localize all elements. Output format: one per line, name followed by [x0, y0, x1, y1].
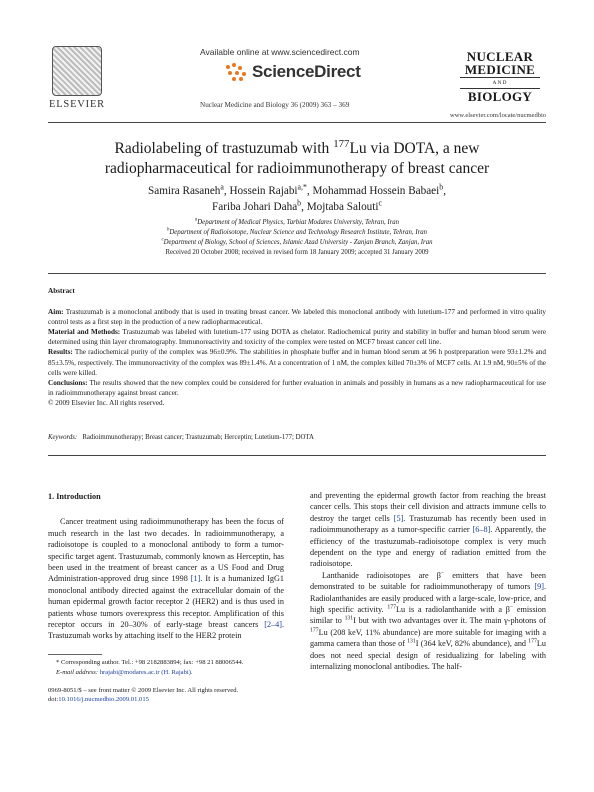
- publisher-name: ELSEVIER: [49, 99, 105, 110]
- citation-link[interactable]: [9]: [534, 582, 544, 592]
- section-title-introduction: 1. Introduction: [48, 492, 101, 501]
- author: Fariba Johari Daha: [212, 201, 298, 213]
- author: Samira Rasaneh: [148, 185, 221, 197]
- author: Mojtaba Salouti: [306, 201, 379, 213]
- elsevier-tree-icon: [52, 46, 102, 96]
- affiliation: $^a$Department of Medical Physics, Tarbiat Modares University, Tehran, Iran: [194, 217, 400, 226]
- journal-logo-divider: [460, 77, 540, 78]
- abstract-bottom-divider: [48, 455, 546, 456]
- keywords: [48, 434, 546, 441]
- sciencedirect-dots-icon: [224, 63, 248, 81]
- journal-header: [48, 44, 546, 132]
- left-column: [48, 491, 284, 642]
- header-divider: [48, 122, 546, 123]
- abstract-results: Results: The radiochemical purity of the complex was 96±0.9%. The stabilities in phosphate buffer and in human blood serum at 96 h postpreparation were 93±1.2% and 85±3.5%, respectively. The immunoreactivity of the complex was 89±1.4%. At a concentration of 1 nM, the complex killed 70±3% of MCF7 cells. At 1.9 nM, 90±5% of the cells were killed.: [48, 348, 546, 377]
- author: Mohammad Hossein Babaei: [312, 185, 440, 197]
- abstract: [48, 286, 546, 408]
- citation-link[interactable]: [6–8]: [472, 525, 491, 535]
- journal-logo-line2: MEDICINE: [464, 62, 536, 77]
- affiliation: $^c$Department of Biology, School of Sciences, Islamic Azad University - Zanjan Branch, Zanjan, Iran: [161, 237, 433, 246]
- abstract-conclusions: Conclusions: The results showed that the new complex could be considered for further evaluation in animals and possibly in humans as a new radiopharmaceutical for use in radioimmunotherapy against breast cancer.: [48, 378, 546, 397]
- affiliations: [48, 218, 546, 248]
- received-dates: Received 20 October 2008; received in revised form 18 January 2009; accepted 31 January 2009: [165, 249, 429, 256]
- affiliation: $^b$Department of Radioisotope, Nuclear Science and Technology Research Institute, Tehran, Iran: [166, 227, 428, 236]
- corresponding-author-note: * Corresponding author. Tel.: +98 2182883894; fax: +98 21 88006544. E-mail address: hrajabi@modares.ac.ir (H. Rajabi).: [56, 659, 244, 676]
- journal-logo-line3: BIOLOGY: [467, 89, 533, 104]
- intro-paragraph: Cancer treatment using radioimmunotherapy has been the focus of much research in the last two decades. In radioimmunotherapy, a radioisotope is coupled to a monoclonal antibody to form a tumor-specific target agent. Trastuzumab, commonly known as Herceptin, has been used in the treatment of breast cancer as a US Food and Drug Administration-approved drug since 1998 [1]. It is a humanized IgG1 monoclonal antibody directed against the extracellular domain of the human epidermal growth factor receptor 2 (HER2) and is thus used in patients whose tumors overexpress this receptor. Amplification of this receptor occurs in 20–30% of early-stage breast cancers [2–4]. Trastuzumab works by attaching itself to the HER2 protein: [48, 517, 284, 641]
- keywords-list: Radioimmunotherapy; Breast cancer; Trastuzumab; Herceptin; Lutetium-177; DOTA: [82, 434, 314, 441]
- journal-logo-line1: NUCLEAR: [466, 49, 534, 64]
- journal-logo: [456, 50, 544, 103]
- abstract-methods: Material and Methods: Trastuzumab was labeled with lutetium-177 using DOTA as chelator. Radiochemical purity and stability in buffer and human blood serum were determined using thin layer chromatography. Immunoreactivity and toxicity of the complex were tested on MCF7 breast cancer cell line.: [48, 328, 547, 347]
- lanthanide-paragraph: Lanthanide radioisotopes are β− emitters that have been demonstrated to be suitable for radioimmunotherapy of tumors [9]. Radiolanthanides are easily produced with a large-scale, low-price, and high specific activity. $^{177}$Lu is a radiolanthanide with a β− emission similar to $^{131}$I but with two advantages over it. The main γ-photons of $^{177}$Lu (208 keV, 11% abundance) are more suitable for imaging with a gamma camera than those of $^{131}$I (364 keV, 82% abundance), and $^{177}$Lu does not need special design of residualizing for labeling with internalizing monoclonal antibodies. The half-: [310, 570, 547, 672]
- author: Hossein Rajabi: [229, 185, 298, 197]
- abstract-top-divider: [48, 273, 546, 274]
- available-online-text: Available online at www.sciencedirect.com: [200, 47, 360, 57]
- page-footer: [48, 686, 308, 704]
- email-link[interactable]: hrajabi@modares.ac.ir (H. Rajabi).: [99, 668, 193, 676]
- abstract-aim: Aim: Trastuzumab is a monoclonal antibody that is used in treating breast cancer. We labeled this monoclonal antibody with lutetium-177 and performed in vitro quality control tests as a first step in the production of a new radiopharmaceutical.: [48, 308, 546, 327]
- journal-logo-and: AND: [492, 80, 508, 86]
- footnote-divider: [48, 654, 102, 655]
- abstract-heading: Abstract: [48, 287, 75, 295]
- citation-link[interactable]: [5]: [393, 513, 404, 523]
- sciencedirect-wordmark: ScienceDirect: [252, 62, 361, 81]
- journal-url[interactable]: www.elsevier.com/locate/nucmedbio: [450, 112, 546, 119]
- elsevier-logo: [48, 44, 106, 110]
- citation-link[interactable]: [1]: [190, 574, 201, 584]
- citation-link[interactable]: [2–4]: [264, 620, 282, 630]
- right-column: [310, 490, 546, 673]
- journal-citation: Nuclear Medicine and Biology 36 (2009) 363 – 369: [200, 101, 350, 109]
- abstract-copyright: © 2009 Elsevier Inc. All rights reserved.: [48, 398, 165, 407]
- doi-line: doi:10.1016/j.nucmedbio.2009.01.015: [48, 696, 149, 703]
- sciencedirect-logo: [224, 62, 361, 82]
- author-list: Samira Rasaneh$^a$, Hossein Rajabi$^{a,*}$, Mohammad Hossein Babaei$^b$, Fariba Johari Daha$^b$, Mojtaba Salouti$^c$: [148, 182, 446, 213]
- issn-line: 0969-8051/$ – see front matter © 2009 Elsevier Inc. All rights reserved.: [48, 687, 239, 694]
- article-title: Radiolabeling of trastuzumab with $^{177}$Lu via DOTA, a new radiopharmaceutical for radioimmunotherapy of breast cancer: [104, 137, 490, 177]
- doi-link[interactable]: 10.1016/j.nucmedbio.2009.01.015: [58, 696, 149, 703]
- keywords-label: Keywords:: [48, 434, 78, 441]
- intro-paragraph-continued: and preventing the epidermal growth factor from reaching the breast cancer cells. This stops their cell division and attracts immune cells to destroy the target cells [5]. Trastuzumab has recently been used in radioimmunotherapy as a tumor-specific carrier [6–8]. Apparently, the efficiency of the trastuzumab–radioisotope complex is very much dependent on the type and energy of radiation emitted from the radioisotope.: [310, 491, 546, 569]
